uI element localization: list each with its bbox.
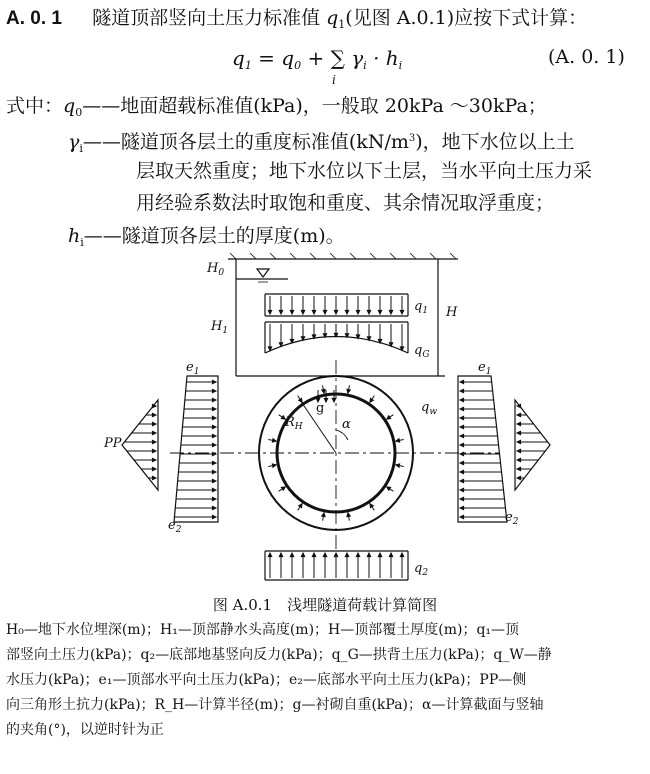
label-qw: $q_w$ xyxy=(421,400,438,417)
water-table-icon xyxy=(236,269,288,282)
figure-legend xyxy=(6,618,646,743)
heading-var-sub: 1 xyxy=(338,18,346,31)
label-q2: $q_2$ xyxy=(414,561,429,578)
heading-var: q xyxy=(326,7,339,29)
def-h-text: ——隧道顶各层土的厚度(m)。 xyxy=(83,225,345,247)
sum-index: i xyxy=(332,73,336,87)
def-gamma xyxy=(68,127,575,161)
def-gamma-line-2: 层取天然重度；地下水位以下土层，当水平向土压力采 xyxy=(136,160,593,182)
def-h-var: h xyxy=(68,225,81,247)
label-h: H xyxy=(446,305,458,320)
formula-gamma-sub: i xyxy=(363,59,367,72)
label-g: g xyxy=(316,401,325,416)
def-h-sub: i xyxy=(80,236,84,249)
def-intro: 式中： xyxy=(6,95,64,117)
label-e1-left: $e_1$ xyxy=(186,360,200,377)
formula-lhs: q xyxy=(232,46,245,70)
legend-line: H₀—地下水位埋深(m)；H₁—顶部静水头高度(m)；H—顶部覆土厚度(m)；q₁—顶 xyxy=(6,622,520,638)
label-alpha: α xyxy=(342,417,351,432)
section-number: A. 0. 1 xyxy=(6,8,62,29)
label-q1: $q_1$ xyxy=(414,299,429,316)
label-h1: $H_1$ xyxy=(211,319,229,336)
label-e1-right: $e_1$ xyxy=(478,360,492,377)
legend-line: 部竖向土压力(kPa)；q₂—底部地基竖向反力(kPa)；q_G—拱背土压力(kPa)；q_W—静 xyxy=(6,647,552,663)
label-e2-left: $e_2$ xyxy=(168,518,182,535)
legend-line: 的夹角(°)，以逆时针为正 xyxy=(6,722,164,738)
heading-text: 隧道顶部竖向土压力标准值 xyxy=(92,7,327,29)
figure-caption: 图 A.0.1 浅埋隧道荷载计算简图 xyxy=(212,596,438,614)
formula-sum: + ∑ xyxy=(307,46,345,70)
def-gamma-text-1: ——隧道顶各层土的重度标准值(kN/m xyxy=(82,131,409,153)
label-e2-right: $e_2$ xyxy=(505,510,519,527)
e-load-left xyxy=(174,376,218,522)
def-gamma-line-3: 用经验系数法时取饱和重度、其余情况取浮重度； xyxy=(136,192,555,214)
formula-gamma: γ xyxy=(351,46,364,70)
e-load-right xyxy=(458,376,507,522)
ground-hatching xyxy=(230,253,456,259)
label-pp: PP xyxy=(104,436,122,451)
formula-h: · h xyxy=(373,46,399,70)
def-q0-text: ——地面超载标准值(kPa)，一般取 20kPa ～30kPa； xyxy=(82,95,547,117)
def-q0 xyxy=(6,94,547,125)
label-h0: $H_0$ xyxy=(207,261,225,278)
def-q0-sub: 0 xyxy=(75,106,83,119)
formula-lhs-sub: 1 xyxy=(244,59,252,72)
def-gamma-sup: 3 xyxy=(408,133,416,144)
def-gamma-sub: i xyxy=(79,142,83,155)
label-qg: $q_G$ xyxy=(414,343,430,360)
formula-q0-sub: 0 xyxy=(294,59,302,72)
equation-number: (A. 0. 1) xyxy=(548,46,625,68)
legend-line: 向三角形土抗力(kPa)；R_H—计算半径(m)；g—衬砌自重(kPa)；α—计算截面与竖轴 xyxy=(6,697,544,713)
formula-q0: = q xyxy=(258,46,295,70)
heading-text-end: (见图 A.0.1)应按下式计算： xyxy=(345,7,588,29)
tunnel-load-diagram xyxy=(0,250,650,590)
def-gamma-var: γ xyxy=(68,131,80,153)
label-rh: $R_H$ xyxy=(285,415,303,432)
section-heading xyxy=(6,6,587,37)
def-q0-var: q xyxy=(63,95,76,117)
formula xyxy=(232,46,402,78)
def-gamma-text-1-end: )，地下水位以上土 xyxy=(415,131,575,153)
formula-h-sub: i xyxy=(398,59,403,72)
legend-line: 水压力(kPa)；e₁—顶部水平向土压力(kPa)；e₂—底部水平向土压力(kPa)；PP—侧 xyxy=(6,672,527,688)
